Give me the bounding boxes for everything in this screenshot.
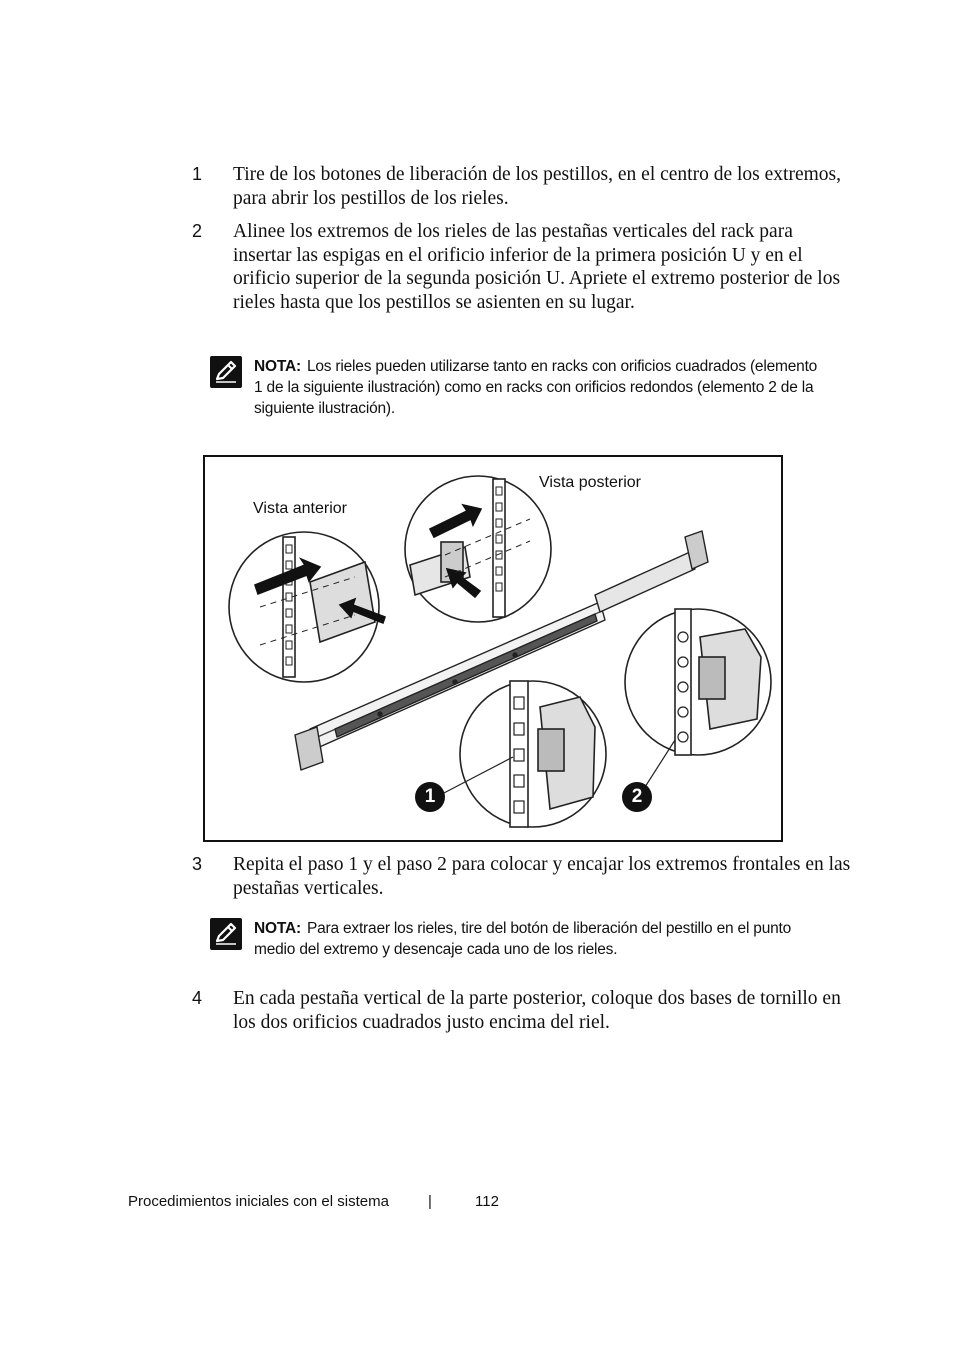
step-text: En cada pestaña vertical de la parte posterior, coloque dos bases de tornillo en los dos orificios cuadrados justo encima del riel.	[233, 988, 841, 1033]
step-text: Repita el paso 1 y el paso 2 para colocar y encajar los extremos frontales en las pestañas verticales.	[233, 854, 851, 899]
round-hole-rack-detail	[625, 609, 771, 755]
callout-1-label: 1	[424, 786, 436, 807]
pencil-note-icon	[210, 918, 242, 950]
note-label: NOTA:	[254, 920, 301, 937]
footer-section-title: Procedimientos iniciales con el sistema	[128, 1193, 389, 1210]
front-view-label: Vista anterior	[253, 500, 347, 517]
note-text	[254, 918, 824, 960]
step-text: Alinee los extremos de los rieles de las pestañas verticales del rack para insertar las espigas en el orificio inferior de la primera posición U y en el orificio superior de la segunda posición U. Apriete el extremo posterior de los rieles hasta que los pestillos se asienten en su lugar.	[233, 221, 841, 313]
footer-page-number: 112	[475, 1193, 499, 1210]
step-number: 2	[192, 221, 203, 241]
callout-2-label: 2	[631, 786, 643, 807]
note-label: NOTA:	[254, 358, 301, 375]
pencil-note-icon	[210, 356, 242, 388]
square-hole-rack-detail	[460, 681, 606, 827]
rail-end-front	[295, 727, 323, 770]
rail-inner	[595, 552, 695, 612]
step-number: 4	[192, 988, 203, 1008]
note-text	[254, 356, 824, 419]
front-view-detail	[229, 532, 385, 682]
step-text: Tire de los botones de liberación de los pestillos, en el centro de los extremos, para abrir los pestillos de los rieles.	[233, 164, 841, 209]
rail-installation-illustration	[203, 455, 783, 842]
rear-view-label: Vista posterior	[539, 474, 641, 491]
step-number: 3	[192, 854, 203, 874]
note-body: Para extraer los rieles, tire del botón de liberación del pestillo en el punto medio del extremo y desencaje cada uno de los rieles.	[254, 920, 792, 958]
rear-view-detail	[405, 476, 551, 622]
step-number: 1	[192, 164, 203, 184]
note-body: Los rieles pueden utilizarse tanto en racks con orificios cuadrados (elemento 1 de la siguiente ilustración) como en racks con orificios redondos (elemento 2 de la siguiente ilustración).	[254, 358, 818, 417]
footer-separator: |	[428, 1193, 432, 1210]
